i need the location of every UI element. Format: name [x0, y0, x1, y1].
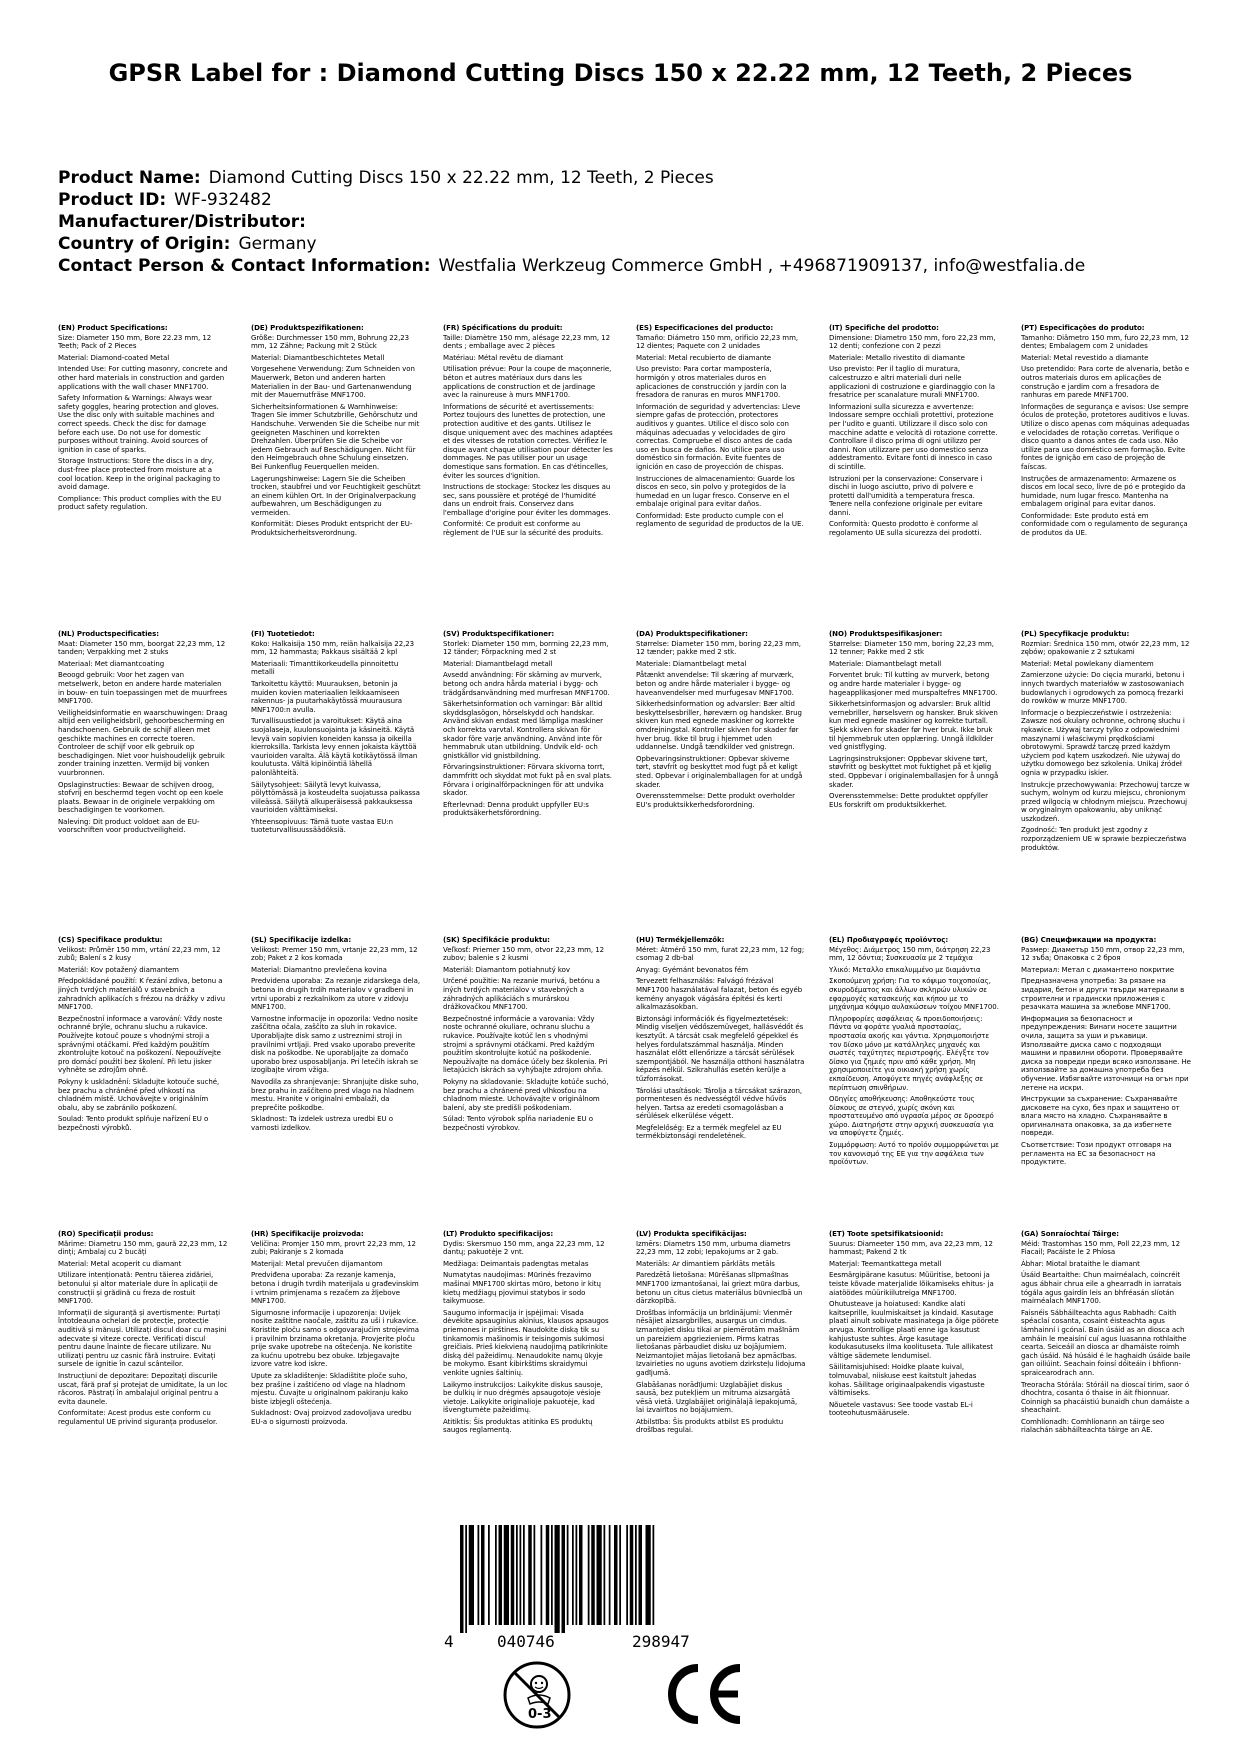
lang-block-da	[636, 630, 806, 900]
lang-paragraph: Material: Metal acoperit cu diamant	[58, 1259, 182, 1268]
barcode-bar	[504, 1525, 509, 1625]
lang-paragraph: Material: Diamond-coated Metal	[58, 353, 170, 362]
lang-paragraph: Instrukcje przechowywania: Przechowuj tarcze w suchym, wolnym od kurzu miejscu, chronionym przed wilgocią w chłodnym miejscu. Przechowuj w oryginalnym opakowaniu, aby uniknąć uszkodzeń.	[1021, 780, 1190, 823]
barcode-bar	[591, 1525, 595, 1625]
lang-paragraph: Predvidena uporaba: Za rezanje zidarskega dela, betona in drugih trdih materialov v gradbeni in vrtni uporabi z rezkalnikom za utore v zidovju MNF1700.	[251, 977, 421, 1012]
barcode-bar	[528, 1525, 532, 1625]
lang-paragraph: Dydis: Skersmuo 150 mm, anga 22,23 mm, 12 dantų; pakuotėje 2 vnt.	[443, 1239, 605, 1257]
lang-paragraph: Säilitamisjuhised: Hoidke plaate kuival, tolmuvabal, niiskuse eest kaitstult jahedas kohas. Säilitage originaalpakendis vigastuste vältimiseks.	[829, 1363, 985, 1398]
lang-paragraph: Upute za skladištenje: Skladištite ploče suho, bez prašine i zaštićeno od vlage na hladnom mjestu. Čuvajte u originalnom pakiranju kako biste izbjegli oštećenja.	[251, 1371, 408, 1406]
barcode-bar	[626, 1525, 628, 1625]
lang-paragraph: Úsáid Beartaithe: Chun mairnéalach, coincréit agus ábhair chrua eile a ghearradh in iarratais tógála agus gairdín leis an bhfréasán slíotán mairnéalach MNF1700.	[1021, 1271, 1182, 1306]
lang-paragraph: Skladnost: Ta izdelek ustreza uredbi EU o varnosti izdelkov.	[251, 1115, 393, 1132]
lang-heading: (SV) Produktspecifikationer:	[443, 630, 555, 638]
lang-paragraph: Material: Diamantno prevlečena kovina	[251, 965, 387, 974]
lang-paragraph: Méid: Trastomhas 150 mm, Poll 22,23 mm, 12 Fiacail; Pacáiste le 2 Phíosa	[1021, 1239, 1181, 1257]
lang-paragraph: Υλικό: Μεταλλο επικαλυμμένο με διαμάντια	[829, 965, 981, 974]
lang-paragraph: Materiāls: Ar dimantiem pārklāts metāls	[636, 1259, 775, 1268]
lang-block-no	[829, 630, 999, 900]
product-name-label: Product Name:	[58, 168, 201, 188]
lang-block-lt	[443, 1230, 613, 1500]
lang-paragraph: Megfelelőség: Ez a termék megfelel az EU termékbiztonsági rendeletének.	[636, 1123, 782, 1141]
lang-block-pl	[1021, 630, 1191, 900]
barcode-digits-right: 298947	[632, 1632, 690, 1651]
lang-paragraph: Paredzētā lietošana: Mūrēšanas slīpmašīnas MNF1700 izmantošanai, lai griezt mūra darbus, betonu un citus cietus materiālus būvniecībā un dārzkopībā.	[636, 1271, 803, 1306]
lang-paragraph: Συμμόρφωση: Αυτό το προϊόν συμμορφώνεται με τον κανονισμό της ΕΕ για την ασφάλεια των προϊόντων.	[829, 1141, 999, 1167]
barcode-bar	[511, 1525, 515, 1625]
contact-value: Westfalia Werkzeug Commerce GmbH , +496871909137, info@westfalia.de	[438, 256, 1086, 276]
lang-paragraph: Bezpečnostné informácie a varovania: Vždy noste ochranné okuliare, ochranu sluchu a rukavice. Používajte kotúč len s vhodnými strojmi a správnymi otáčkami. Pred každým použitím skontrolujte kotúč na poškodenie. Nepoužívajte na domáce účely bez školenia. Pri lietajúcich iskrách sa vyhýbajte zdrojom ohňa.	[443, 1014, 608, 1075]
lang-paragraph: Faisnéis Sábháilteachta agus Rabhadh: Caith spéaclaí cosanta, cosaint éisteachta agus lámhainní i gcónaí. Bain úsáid as an diosca ach amháin le meaisíní cuí agus luasanna rothlaithe cearta. Seiceáil an diosca ar dhamáiste roimh gach úsáid. Ná húsáid é le haghaidh úsáide baile gan oiliúint. Seachain foinsí dóiteáin i bhfionn-spraicearodrach ann.	[1021, 1308, 1191, 1377]
lang-paragraph: Materiale: Diamantbelagt metall	[829, 659, 942, 668]
lang-paragraph: Material: Metal recubierto de diamante	[636, 353, 772, 362]
lang-heading: (LV) Produkta specifikācijas:	[636, 1230, 747, 1238]
lang-paragraph: Lagringsinstruksjoner: Oppbevar skivene tørt, støvfritt og beskyttet mot fuktighet på et kjølig sted. Oppbevar i originalemballasjen for å unngå skader.	[829, 754, 999, 789]
lang-heading: (NL) Productspecificaties:	[58, 630, 159, 638]
lang-block-el	[829, 936, 999, 1206]
lang-paragraph: Veličina: Promjer 150 mm, provrt 22,23 mm, 12 zubi; Pakiranje s 2 komada	[251, 1239, 416, 1257]
lang-paragraph: Μέγεθος: Διάμετρος 150 mm, διάτρηση 22,23 mm, 12 δόντια; Συσκευασία με 2 τεμάχια	[829, 945, 991, 963]
lang-block-sk	[443, 936, 613, 1206]
lang-paragraph: Material: Metal revestido a diamante	[1021, 353, 1149, 362]
lang-paragraph: Informações de segurança e avisos: Use sempre óculos de proteção, protetores auditivos e luvas. Utilize o disco apenas com máquinas adequadas e velocidades de rotação corretas. Verifique o disco quanto a danos antes de cada uso. Não utilize para uso doméstico sem formação. Evite fontes de ignição em caso de projeção de faíscas.	[1021, 402, 1190, 471]
lang-paragraph: Säilytysohjeet: Säilytä levyt kuivassa, pölyttömässä ja kosteudelta suojatussa paikassa viileässä. Säilytä alkuperäisessä pakkauksessa vaurioiden välttämiseksi.	[251, 780, 420, 815]
barcode-bar	[478, 1525, 480, 1625]
lang-heading: (HU) Termékjellemzők:	[636, 936, 725, 944]
lang-paragraph: Varnostne informacije in opozorila: Vedno nosite zaščitna očala, zaščito za sluh in rokavice. Uporabljajte disk samo z ustreznimi stroji in pravilnimi vrtljaji. Pred vsako uporabo preverite disk na poškodbe. Ne uporabljajte za domačo uporabo brez usposabljanja. Pri letečih iskrah se izogibajte virom vžiga.	[251, 1014, 419, 1075]
lang-paragraph: Sikkerhedsinformation og advarsler: Bær altid beskyttelsesbriller, høreværn og handsker. Brug skiven kun med egnede maskiner og korrekte omdrejningstal. Kontroller skiven for skader før hver brug. Ikke til brug i hjemmet uden uddannelse. Undgå tændkilder ved gnistregn.	[636, 700, 802, 752]
barcode-bar	[488, 1525, 490, 1625]
lang-paragraph: Vorgesehene Verwendung: Zum Schneiden von Mauerwerk, Beton und anderen harten Materialien in der Bau- und Gartenanwendung mit der Mauernutfräse MNF1700.	[251, 365, 415, 400]
lang-paragraph: Atbilstība: Šis produkts atbilst ES produktu drošības regulai.	[636, 1417, 784, 1435]
lang-heading: (BG) Спецификации на продукта:	[1021, 936, 1157, 944]
barcode-bar	[523, 1525, 525, 1625]
lang-block-et	[829, 1230, 999, 1500]
lang-paragraph: Tárolási utasítások: Tárolja a tárcsákat szárazon, pormentesen és nedvességtől védve hűvös helyen. Tartsa az eredeti csomagolásban a sérülések elkerülése végett.	[636, 1086, 803, 1121]
lang-paragraph: Velikost: Průměr 150 mm, vrtání 22,23 mm, 12 zubů; Balení s 2 kusy	[58, 945, 221, 963]
lang-heading: (ET) Toote spetsifikatsioonid:	[829, 1230, 944, 1238]
lang-block-sv	[443, 630, 613, 900]
barcode-bar	[604, 1525, 606, 1625]
lang-paragraph: Saugumo informacija ir įspėjimai: Visada dėvėkite apsauginius akinius, klausos apsaugos priemones ir pirštines. Naudokite diską tik su tinkamomis mašinomis ir teisingomis sukimosi greičiais. Prieš kiekvieną naudojimą patikrinkite diską dėl pažeidimų. Nenaudokite namų ūkyje be mokymo. Esant kibirkštims skraidymui venkite ugnies šaltinių.	[443, 1308, 609, 1377]
lang-block-fi	[251, 630, 421, 900]
ce-mark-icon	[660, 1662, 746, 1726]
barcode-bar	[460, 1525, 464, 1633]
barcode-bar	[499, 1525, 503, 1625]
barcode-bar	[481, 1525, 485, 1625]
lang-paragraph: Predviđena uporaba: Za rezanje kamenja, betona i drugih tvrdih materijala u građevinskim i vrtnim primjenama s rezačem za žljebove MNF1700.	[251, 1271, 419, 1306]
lang-paragraph: Izmērs: Diametrs 150 mm, urbuma diametrs 22,23 mm, 12 zobi; Iepakojums ar 2 gab.	[636, 1239, 791, 1257]
lang-paragraph: Mărime: Diametru 150 mm, gaură 22,23 mm, 12 dinți; Ambalaj cu 2 bucăți	[58, 1239, 228, 1257]
lang-heading: (PT) Especificações do produto:	[1021, 324, 1145, 332]
lang-paragraph: Overensstemmelse: Dette produktet oppfyller EUs forskrift om produktsikkerhet.	[829, 792, 988, 809]
lang-heading: (NO) Produktspesifikasjoner:	[829, 630, 943, 638]
product-id-label: Product ID:	[58, 190, 167, 210]
lang-paragraph: Informații de siguranță și avertismente: Purtați întotdeauna ochelari de protecție, protecție auditivă și mănuși. Utilizați discul doar cu mașini adecvate și viteze corecte. Verificați discul pentru daune înainte de fiecare utilizare. Nu utilizați pentru uz casnic fără instruire. Evitați sursele de ignitie în cazul scânteilor.	[58, 1308, 227, 1369]
lang-paragraph: Storlek: Diameter 150 mm, borrning 22,23 mm, 12 tänder; Förpackning med 2 st	[443, 639, 609, 657]
lang-paragraph: Yhteensopivuus: Tämä tuote vastaa EU:n tuoteturvallisuussäädöksiä.	[251, 817, 393, 835]
lang-paragraph: Matériau: Métal revêtu de diamant	[443, 353, 564, 362]
lang-paragraph: Laikymo instrukcijos: Laikykite diskus sausoje, be dulkių ir nuo drėgmės apsaugotoje vėsioje vietoje. Laikykite originalioje pakuotėje, kad išvengtumėte pažeidimų.	[443, 1380, 603, 1415]
lang-block-hu	[636, 936, 806, 1206]
lang-paragraph: Sigurnosne informacije i upozorenja: Uvijek nosite zaštitne naočale, zaštitu za uši i rukavice. Koristite ploču samo s odgovarajućim strojevima i pravilnim brzinama okretanja. Provjerite ploču prije svake upotrebe na oštećenja. Ne koristite za kućnu upotrebu bez obuke. Izbjegavajte izvore vatre kod iskre.	[251, 1308, 420, 1369]
lang-paragraph: Istruzioni per la conservazione: Conservare i dischi in luogo asciutto, privo di polvere e protetti dall'umidità a temperatura fresca. Tenere nella confezione originale per evitare danni.	[829, 474, 983, 517]
lang-paragraph: Předpokládané použití: K řezání zdiva, betonu a jiných tvrdých materiálů v stavebních a zahradních aplikacích s frézou na drážky v zdivu MNF1700.	[58, 977, 226, 1012]
lang-paragraph: Material: Diamantbelagd metall	[443, 659, 553, 668]
lang-heading: (DE) Produktspezifikationen:	[251, 324, 364, 332]
lang-paragraph: Tervezett felhasználás: Falvágó frézával MNF1700 használatával falazat, beton és egyéb kemény anyagok vágására építési és kerti alkalmazásokban.	[636, 977, 803, 1012]
lang-block-pt	[1021, 324, 1191, 594]
lang-paragraph: Turvallisuustiedot ja varoitukset: Käytä aina suojalaseja, kuulonsuojainta ja käsineitä. Käytä levyä vain sopivien koneiden kanssa ja oikeilla kierroksilla. Tarkista levy ennen jokaista käyttöä vaurioiden varalta. Älä käytä kotikäytössä ilman koulutusta. Vältä kipinöintiä lähellä palonlähteitä.	[251, 717, 418, 777]
lang-paragraph: Lagerungshinweise: Lagern Sie die Scheiben trocken, staubfrei und vor Feuchtigkeit geschützt an einem kühlen Ort. In der Originalverpackung aufbewahren, um Beschädigungen zu vermeiden.	[251, 474, 421, 517]
barcode-bar	[465, 1525, 467, 1633]
manufacturer-label: Manufacturer/Distributor:	[58, 212, 306, 232]
lang-paragraph: Säkerhetsinformation och varningar: Bär alltid skyddsglasögon, hörselskydd och handskar. Använd skivan endast med lämpliga maskiner och korrekta varvtal. Kontrollera skivan för skador före varje användning. Använd inte för hemmabruk utan utbildning. Undvik eld- och gnistkällor vid gnistbildning.	[443, 700, 604, 760]
barcode-bar	[567, 1525, 569, 1625]
lang-paragraph: Dimensione: Diametro 150 mm, foro 22,23 mm, 12 denti; confezione con 2 pezzi	[829, 333, 996, 351]
lang-paragraph: Conformité: Ce produit est conforme au règlement de l'UE sur la sécurité des produits.	[443, 520, 604, 538]
product-id-row	[58, 189, 1198, 211]
contact-label: Contact Person & Contact Information:	[58, 256, 431, 276]
lang-paragraph: Beoogd gebruik: Voor het zagen van metselwerk, beton en andere harde materialen in bouw- en tuin toepassingen met de muurfrees MNF1700.	[58, 671, 227, 706]
lang-block-nl	[58, 630, 228, 900]
barcode-bar	[546, 1525, 550, 1625]
lang-paragraph: Instrucciones de almacenamiento: Guarde los discos en seco, sin polvo y protegidos de la humedad en un lugar fresco. Conserve en el embalaje original para evitar daños.	[636, 474, 795, 509]
lang-heading: (HR) Specifikacije proizvoda:	[251, 1230, 364, 1238]
lang-paragraph: Overensstemmelse: Dette produkt overholder EU's produktsikkerhedsforordning.	[636, 792, 795, 809]
lang-paragraph: Informations de sécurité et avertissements: Portez toujours des lunettes de protection, une protection auditive et des gants. Utilisez le disque uniquement avec des machines adaptées et des vitesses de rotation correctes. Vérifiez le disque avant chaque utilisation pour détecter les dommages. Ne pas utiliser pour un usage domestique sans formation. En cas d'étincelles, éviter les sources d'ignition.	[443, 402, 613, 480]
lang-heading: (ES) Especificaciones del producto:	[636, 324, 774, 332]
lang-paragraph: Οδηγίες αποθήκευσης: Αποθηκεύστε τους δίσκους σε στεγνό, χωρίς σκόνη και προστατευμένο από υγρασία μέρος σε δροσερό χώρο. Διατηρήστε στην αρχική συσκευασία για να αποφύγετε ζημιές.	[829, 1095, 994, 1138]
language-grid	[58, 324, 1191, 1519]
lang-paragraph: Bezpečnostní informace a varování: Vždy noste ochranné brýle, ochranu sluchu a rukavice. Používejte kotouč pouze s vhodnými stroji a správnými otáčkami. Před každým použitím zkontrolujte kotouč na poškození. Nepoužívejte pro domácí použití bez školení. Při letu jisker vyhněte se zdrojům ohně.	[58, 1014, 223, 1075]
lang-paragraph: Atitiktis: Šis produktas atitinka ES produktų saugos reglamentą.	[443, 1417, 593, 1435]
lang-block-sl	[251, 936, 421, 1206]
lang-paragraph: Materiaali: Timanttikorkeudella pinnoitettu metalli	[251, 659, 399, 677]
lang-block-lv	[636, 1230, 806, 1500]
lang-heading: (LT) Produkto specifikacijos:	[443, 1230, 554, 1238]
barcode-bar	[469, 1525, 474, 1625]
barcode-bar	[639, 1525, 643, 1625]
lang-paragraph: Comhlíonadh: Comhlíonann an táirge seo rialachán sábháilteachta táirge an AE.	[1021, 1417, 1165, 1435]
lang-paragraph: Maat: Diameter 150 mm, boorgat 22,23 mm, 12 tanden; Verpakking met 2 stuks	[58, 639, 226, 657]
lang-heading: (EN) Product Specifications:	[58, 324, 168, 332]
barcode-bar	[635, 1525, 637, 1625]
lang-paragraph: Efterlevnad: Denna produkt uppfyller EU:s produktsäkerhetsförordning.	[443, 800, 589, 818]
lang-paragraph: Biztonsági információk és figyelmeztetések: Mindig viseljen védőszemüveget, hallásvédőt és kesztyűt. A tárcsát csak megfelelő gépekkel és helyes fordulatszámmal használja. Minden használat előtt ellenőrizze a tárcsát sérülések szempontjából. Ne használja otthoni használatra képzés nélkül. Szikrahullás esetén kerülje a tűzforrásokat.	[636, 1014, 805, 1083]
barcode-bar	[619, 1525, 621, 1625]
barcode-bar	[534, 1525, 536, 1625]
manufacturer-row	[58, 211, 1198, 233]
lang-paragraph: Størrelse: Diameter 150 mm, boring 22,23 mm, 12 tænder; pakke med 2 stk.	[636, 639, 801, 657]
lang-paragraph: Konformität: Dieses Produkt entspricht der EU-Produktsicherheitsverordnung.	[251, 520, 413, 538]
barcode	[442, 1525, 762, 1651]
lang-paragraph: Compliance: This product complies with the EU product safety regulation.	[58, 494, 222, 512]
lang-paragraph: Materiale: Metallo rivestito di diamante	[829, 353, 965, 362]
lang-heading: (FR) Spécifications du produit:	[443, 324, 563, 332]
barcode-bar	[541, 1525, 543, 1625]
lang-paragraph: Zgodność: Ten produkt jest zgodny z rozporządzeniem UE w sprawie bezpieczeństwa produktów.	[1021, 826, 1187, 852]
barcode-bar	[495, 1525, 497, 1625]
lang-paragraph: Avsedd användning: För skärning av murverk, betong och andra hårda material i bygg- och trädgårdsanvändning med murfresan MNF1700.	[443, 671, 610, 697]
lang-paragraph: Информация за безопасност и предупреждения: Винаги носете защитни очила, защита за уши и ръкавици. Използвайте диска само с подходящи машини и правилни обороти. Проверявайте диска за повреди преди всяко използване. Не използвайте за домашна употреба без обучение. Избягвайте източници на огън при летене на искри.	[1021, 1014, 1191, 1092]
lang-paragraph: Instructions de stockage: Stockez les disques au sec, sans poussière et protégé de l'humidité dans un endroit frais. Conservez dans l'emballage d'origine pour éviter les dommages.	[443, 483, 611, 517]
barcode-bar	[614, 1525, 618, 1625]
lang-paragraph: Materiál: Kov potažený diamantem	[58, 965, 179, 974]
barcode-bar	[597, 1525, 602, 1625]
lang-paragraph: Opslaginstructies: Bewaar de schijven droog, stofvrij en beschermd tegen vocht op een koele plaats. Bewaar in de originele verpakking om beschadigingen te voorkomen.	[58, 780, 224, 815]
lang-paragraph: Velikost: Premer 150 mm, vrtanje 22,23 mm, 12 zob; Paket z 2 kos komada	[251, 945, 418, 963]
lang-paragraph: Utilizare intenționată: Pentru tăierea zidăriei, betonului și altor materiale dure în aplicații de construcții și grădină cu freza de rostuit MNF1700.	[58, 1271, 218, 1306]
lang-paragraph: Инструкции за съхранение: Съхранявайте дисковете на сухо, без прах и защитено от влага място на хладно. Съхранявайте в оригиналната опаковка, за да избегнете повреди.	[1021, 1095, 1180, 1138]
barcode-bar	[588, 1525, 590, 1625]
lang-heading: (GA) Sonraíochtaí Táirge:	[1021, 1230, 1120, 1238]
lang-block-cs	[58, 936, 228, 1206]
lang-paragraph: Naleving: Dit product voldoet aan de EU-voorschriften voor productveiligheid.	[58, 817, 200, 835]
lang-paragraph: Medžiaga: Deimantais padengtas metalas	[443, 1259, 589, 1268]
lang-heading: (SK) Špecifikácie produktu:	[443, 936, 550, 944]
lang-paragraph: Размер: Диаметър 150 mm, отвор 22,23 mm, 12 зъба; Опаковка с 2 броя	[1021, 945, 1185, 963]
lang-paragraph: Méret: Átmérő 150 mm, furat 22,23 mm, 12 fog; csomag 2 db-bal	[636, 945, 805, 963]
lang-paragraph: Opbevaringsinstruktioner: Opbevar skiverne tørt, støvfrit og beskyttet mod fugt på et køligt sted. Opbevar i originalemballagen for at undgå skader.	[636, 754, 803, 789]
lang-paragraph: Instruções de armazenamento: Armazene os discos em local seco, livre de pó e protegido da humidade, num lugar fresco. Mantenha na embalagem original para evitar danos.	[1021, 474, 1186, 509]
barcode-bar	[520, 1525, 522, 1625]
lang-paragraph: Conformità: Questo prodotto è conforme al regolamento UE sulla sicurezza dei prodotti.	[829, 520, 982, 538]
lang-heading: (SL) Specifikacije izdelka:	[251, 936, 352, 944]
lang-paragraph: Uso previsto: Per il taglio di muratura, calcestruzzo e altri materiali duri nelle applicazioni di costruzione e giardinaggio con la fresatrice per scanalature murali MNF1700.	[829, 365, 996, 400]
lang-paragraph: Glabāšanas norādījumi: Uzglabājiet diskus sausā, bez putekļiem un mitruma aizsargātā vēsā vietā. Uzglabājiet oriģinālajā iepakojumā, lai izvairītos no bojājumiem.	[636, 1380, 798, 1415]
barcode-bars	[442, 1525, 762, 1633]
lang-paragraph: Conformitate: Acest produs este conform cu regulamentul UE privind siguranța produselor.	[58, 1409, 218, 1426]
lang-paragraph: Drošības informācija un brīdinājumi: Vienmēr nēsājiet aizsargbrilles, ausargus un cimdus. Izmantojiet disku tikai ar piemērotām mašīnām un pareiziem apgriezieniem. Pirms katras lietošanas pārbaudiet disku uz bojājumiem. Neizmantojiet mājas lietošanā bez apmācības. Izvairieties no uguns avotiem dzirksteļu lidojuma gadījumā.	[636, 1308, 806, 1377]
barcode-bar	[551, 1525, 553, 1625]
lang-paragraph: Suurus: Diameeter 150 mm, ava 22,23 mm, 12 hammast; Pakend 2 tk	[829, 1239, 993, 1257]
lang-paragraph: Nõuetele vastavus: See toode vastab EL-i tooteohutusmäärusele.	[829, 1400, 973, 1418]
lang-heading: (IT) Specifiche del prodotto:	[829, 324, 939, 332]
lang-heading: (EL) Προδιαγραφές προϊόντος:	[829, 936, 949, 944]
lang-paragraph: Navodila za shranjevanje: Shranjujte diske suho, brez prahu in zaščiteno pred vlago na hladnem mestu. Hranite v originalni embalaži, da preprečite poškodbe.	[251, 1077, 419, 1112]
lang-paragraph: Σκοπούμενη χρήση: Για το κόψιμο τοιχοποιίας, σκυροδέματος και άλλων σκληρών υλικών σε εφαρμογές κατασκευής και κήπου με το μηχάνημα κόψιμο αυλακώσεων τοίχου MNF1700.	[829, 977, 999, 1012]
lang-paragraph: Pokyny na skladovanie: Skladujte kotúče suchó, bez prachu a chránené pred vlhkosťou na chladnom mieste. Uchovávajte v originálnom balení, aby ste predišli poškodeniam.	[443, 1077, 609, 1112]
lang-paragraph: Koko: Halkaisija 150 mm, reiän halkaisija 22,23 mm, 12 hammasta; Pakkaus sisältää 2 kpl	[251, 639, 415, 657]
country-row	[58, 233, 1198, 255]
age-warning-icon	[502, 1660, 572, 1730]
lang-paragraph: Forventet bruk: Til kutting av murverk, betong og andre harde materialer i bygge- og hageapplikasjoner med murspaltefres MNF1700.	[829, 671, 998, 697]
lang-paragraph: Size: Diameter 150 mm, Bore 22.23 mm, 12 Teeth; Pack of 2 Pieces	[58, 333, 212, 351]
lang-paragraph: Pokyny k uskladnění: Skladujte kotouče suché, bez prachu a chráněné před vlhkostí na chladném místě. Uchovávejte v originálním obalu, aby se zabránilo poškození.	[58, 1077, 220, 1112]
product-id-value: WF-932482	[174, 190, 272, 210]
lang-paragraph: Ábhar: Miotal brataithe le diamant	[1021, 1259, 1140, 1268]
lang-paragraph: Tamanho: Diâmetro 150 mm, furo 22,23 mm, 12 dentes; Embalagem com 2 unidades	[1021, 333, 1189, 351]
barcode-bar	[562, 1525, 566, 1633]
lang-paragraph: Taille: Diamètre 150 mm, alésage 22,23 mm, 12 dents ; emballage avec 2 pièces	[443, 333, 611, 351]
lang-paragraph: Storage Instructions: Store the discs in a dry, dust-free place protected from moisture at a cool location. Keep in the original packaging to avoid damage.	[58, 457, 220, 492]
lang-paragraph: Sikkerhetsinformasjon og advarsler: Bruk alltid vernebriller, hørselsvern og hansker. Bruk skiven kun med egnede maskiner og korrekte turtall. Sjekk skiven for skader før hver bruk. Ikke bruk til hjemmebruk uten opplæring. Unngå ildkilder ved gnistflyging.	[829, 700, 998, 752]
lang-heading: (PL) Specyfikacje produktu:	[1021, 630, 1130, 638]
product-info	[58, 167, 1198, 277]
lang-block-bg	[1021, 936, 1191, 1206]
lang-paragraph: Utilisation prévue: Pour la coupe de maçonnerie, béton et autres matériaux durs dans les applications de construction et de jardinage avec la rainureuse à murs MNF1700.	[443, 365, 612, 400]
lang-paragraph: Eesmärgipärane kasutus: Müüritise, betooni ja teiste kõvade materjalide lõikamiseks ehitus- ja aiatöödes müürikiilutreiga MNF1700.	[829, 1271, 994, 1297]
lang-paragraph: Veiligheidsinformatie en waarschuwingen: Draag altijd een veiligheidsbril, gehoorbescherming en handschoenen. Gebruik de schijf alleen met geschikte machines en correcte toeren. Controleer de schijf voor elk gebruik op beschadigingen. Niet voor huishoudelijk gebruik zonder training inzetten. Vermijd bij vonken vuurbronnen.	[58, 708, 228, 777]
lang-paragraph: Súlad: Tento výrobok spĺňa nariadenie EU o bezpečnosti výrobkov.	[443, 1115, 593, 1132]
lang-block-hr	[251, 1230, 421, 1500]
barcode-bar	[630, 1525, 634, 1625]
product-name-row	[58, 167, 1198, 189]
barcode-bar	[555, 1525, 560, 1633]
contact-row	[58, 255, 1198, 277]
lang-paragraph: Určené použitie: Na rezanie murivá, betónu a iných tvrdých materiálov v stavebných a záhradných aplikáciách s murárskou drážkovačkou MNF1700.	[443, 977, 600, 1012]
lang-block-de	[251, 324, 421, 594]
barcode-bar	[579, 1525, 583, 1625]
lang-paragraph: Sicherheitsinformationen & Warnhinweise: Tragen Sie immer Schutzbrille, Gehörschutz und Handschuhe. Verwenden Sie die Scheibe nur mit geeigneten Maschinen und korrekten Drehzahlen. Überprüfen Sie die Scheibe vor jedem Gebrauch auf Beschädigungen. Nicht für den Heimgebrauch ohne Schulung einsetzen. Bei Funkenflug Feuerquellen meiden.	[251, 402, 420, 471]
barcode-bar	[516, 1525, 518, 1625]
lang-paragraph: Uso previsto: Para cortar mampostería, hormigón y otros materiales duros en aplicaciones de construcción y jardín con la fresadora de ranuras en muros MNF1700.	[636, 365, 787, 400]
lang-paragraph: Informacje o bezpieczeństwie i ostrzeżenia: Zawsze noś okulary ochronne, ochronę słuchu i rękawice. Używaj tarczy tylko z odpowiednimi maszynami i właściwymi prędkościami obrotowymi. Sprawdź tarczę przed każdym użyciem pod kątem uszkodzeń. Nie używaj do użytku domowego bez szkolenia. Unikaj źródeł ognia w przypadku iskier.	[1021, 708, 1185, 777]
lang-paragraph: Materiaal: Met diamantcoating	[58, 659, 165, 668]
lang-heading: (FI) Tuotetiedot:	[251, 630, 315, 638]
barcode-bar	[653, 1525, 655, 1625]
barcode-digit-first: 4	[444, 1632, 454, 1651]
lang-heading: (RO) Specificații produs:	[58, 1230, 154, 1238]
lang-paragraph: Uso pretendido: Para corte de alvenaria, betão e outros materiais duros em aplicações de construção e jardim com a fresadora de ranhuras em parede MNF1700.	[1021, 365, 1189, 400]
barcode-digits-left: 040746	[497, 1632, 555, 1651]
lang-block-ro	[58, 1230, 228, 1500]
lang-block-es	[636, 324, 806, 594]
lang-paragraph: Numatytas naudojimas: Mūrinės frezavimo mašinai MNF1700 skirtas mūro, betono ir kitų kietų medžiagų pjovimui statybos ir sodo taikymuose.	[443, 1271, 601, 1306]
lang-paragraph: Materiał: Metal powlekany diamentem	[1021, 659, 1154, 668]
lang-paragraph: Ohutusteave ja hoiatused: Kandke alati kaitseprille, kuulmiskaitset ja kindaid. Kasutage plaati ainult sobivate masinatega ja õige pöörete arvuga. Kontrollige plaati enne iga kasutust kahjustuste suhtes. Ärge kasutage kodukasutuseks ilma koolituseta. Tule allikatest vältige sädemete lendumisel.	[829, 1300, 999, 1360]
lang-block-en	[58, 324, 228, 594]
lang-paragraph: Größe: Durchmesser 150 mm, Bohrung 22,23 mm, 12 Zähne; Packung mit 2 Stück	[251, 333, 410, 351]
barcode-bar	[576, 1525, 578, 1625]
lang-paragraph: Instrucțiuni de depozitare: Depozitați discurile uscat, fără praf și protejat de umiditate, la un loc răcoros. Păstrați în ambalajul original pentru a evita daunele.	[58, 1371, 228, 1406]
lang-paragraph: Zamierzone użycie: Do cięcia murarki, betonu i innych twardych materiałów w zastosowaniach budowlanych i ogrodowych za pomocą frezarki do rowków w murze MNF1700.	[1021, 671, 1185, 706]
lang-block-fr	[443, 324, 613, 594]
lang-paragraph: Material: Diamantbeschichtetes Metall	[251, 353, 385, 362]
country-value: Germany	[238, 234, 317, 254]
lang-paragraph: Información de seguridad y advertencias: Lleve siempre gafas de protección, protectores auditivos y guantes. Utilice el disco solo con máquinas adecuadas y velocidades de giro correctas. Compruebe el disco antes de cada uso en busca de daños. No utilice para uso doméstico sin formación. Evite fuentes de ignición en caso de proyección de chispas.	[636, 402, 801, 471]
lang-paragraph: Soulad: Tento produkt splňuje nařízení EU o bezpečnosti výrobků.	[58, 1115, 209, 1132]
lang-paragraph: Materiale: Diamantbelagt metal	[636, 659, 747, 668]
lang-paragraph: Intended Use: For cutting masonry, concrete and other hard materials in construction and garden applications with the wall chaser MNF1700.	[58, 365, 228, 391]
lang-paragraph: Veľkosť: Priemer 150 mm, otvor 22,23 mm, 12 zubov; balenie s 2 kusmi	[443, 945, 605, 963]
lang-paragraph: Sukladnost: Ovaj proizvod zadovoljava uredbu EU-a o sigurnosti proizvoda.	[251, 1409, 412, 1426]
lang-paragraph: Conformidad: Este producto cumple con el reglamento de seguridad de productos de la UE.	[636, 511, 804, 529]
page-title: GPSR Label for : Diamond Cutting Discs 150 x 22.22 mm, 12 Teeth, 2 Pieces	[108, 59, 1133, 87]
lang-paragraph: Informazioni sulla sicurezza e avvertenze: Indossare sempre occhiali protettivi, protezione per l'udito e guanti. Utilizzare il disco solo con macchine adatte e velocità di rotazione corrette. Controllare il disco prima di ogni utilizzo per danni. Non utilizzare per uso domestico senza addestramento. Evitare fonti di innesco in caso di scintille.	[829, 402, 998, 471]
barcode-bar	[572, 1525, 574, 1625]
lang-heading: (DA) Produktspecifikationer:	[636, 630, 748, 638]
lang-paragraph: Πληροφορίες ασφάλειας & προειδοποιήσεις: Πάντα να φοράτε γυαλιά προστασίας, προστασία ακοής και γάντια. Χρησιμοποιήστε τον δίσκο μόνο με κατάλληλες μηχανές και σωστές ταχύτητες περιστροφής. Ελέγξτε τον δίσκο για ζημιές πριν από κάθε χρήση. Μη χρησιμοποιείτε για οικιακή χρήση χωρίς εκπαίδευση. Αποφύγετε πηγές ανάφλεξης σε περίπτωση σπινθήρων.	[829, 1014, 990, 1092]
lang-paragraph: Anyag: Gyémánt bevonatos fém	[636, 965, 749, 974]
country-label: Country of Origin:	[58, 234, 231, 254]
lang-heading: (CS) Specifikace produktu:	[58, 936, 163, 944]
lang-block-it	[829, 324, 999, 594]
lang-paragraph: Материал: Метал с диамантено покритие	[1021, 965, 1174, 974]
lang-paragraph: Tarkoitettu käyttö: Muurauksen, betonin ja muiden kovien materiaalien leikkaamiseen rakennus- ja puutarhakäytössä muurausura MNF1700:n avulla.	[251, 679, 403, 714]
lang-paragraph: Treoracha Stórála: Stóráil na dioscaí tirim, saor ó dhochtra, cosanta ó thaise in áit fhionnuar. Coinnigh sa phacáistiú bunaidh chun damáiste a sheachaint.	[1021, 1380, 1190, 1415]
product-name-value: Diamond Cutting Discs 150 x 22.22 mm, 12 Teeth, 2 Pieces	[208, 168, 714, 188]
lang-paragraph: Tamaño: Diámetro 150 mm, orificio 22,23 mm, 12 dientes; Paquete con 2 unidades	[636, 333, 799, 351]
lang-paragraph: Påtænkt anvendelse: Til skæring af murværk, beton og andre hårde materialer i bygge- og haveanvendelser med murfugesav MNF1700.	[636, 671, 794, 697]
lang-paragraph: Safety Information & Warnings: Always wear safety goggles, hearing protection and gloves. Use the disc only with suitable machines and correct speeds. Check the disc for damage before each use. Do not use for domestic purposes without training. Avoid sources of ignition in case of sparks.	[58, 394, 219, 454]
lang-paragraph: Conformidade: Este produto está em conformidade com o regulamento de segurança de produtos da UE.	[1021, 511, 1188, 538]
barcode-bar	[609, 1525, 611, 1625]
lang-paragraph: Rozmiar: Średnica 150 mm, otwór 22,23 mm, 12 zębów; opakowanie z 2 sztukami	[1021, 639, 1190, 657]
lang-paragraph: Materjal: Teemantkattega metall	[829, 1259, 942, 1268]
lang-block-ga	[1021, 1230, 1191, 1500]
barcode-bar	[646, 1525, 651, 1625]
lang-paragraph: Съответствие: Този продукт отговаря на регламента на ЕС за безопасност на продуктите.	[1021, 1141, 1172, 1167]
lang-paragraph: Størrelse: Diameter 150 mm, boring 22,23 mm, 12 tenner; Pakke med 2 stk	[829, 639, 994, 657]
lang-paragraph: Предназначена употреба: За рязане на зидария, бетон и други твърди материали в строителни и градински приложения с резачката машина за жлебове MNF1700.	[1021, 977, 1185, 1012]
lang-paragraph: Förvaringsinstruktioner: Förvara skivorna torrt, dammfritt och skyddat mot fukt på en sval plats. Förvara i originalförpackningen för att undvika skador.	[443, 763, 612, 798]
lang-paragraph: Materijal: Metal prevučen dijamantom	[251, 1259, 383, 1268]
age-warning-text: 0-3	[528, 1707, 552, 1722]
lang-paragraph: Materiál: Diamantom potiahnutý kov	[443, 965, 570, 974]
